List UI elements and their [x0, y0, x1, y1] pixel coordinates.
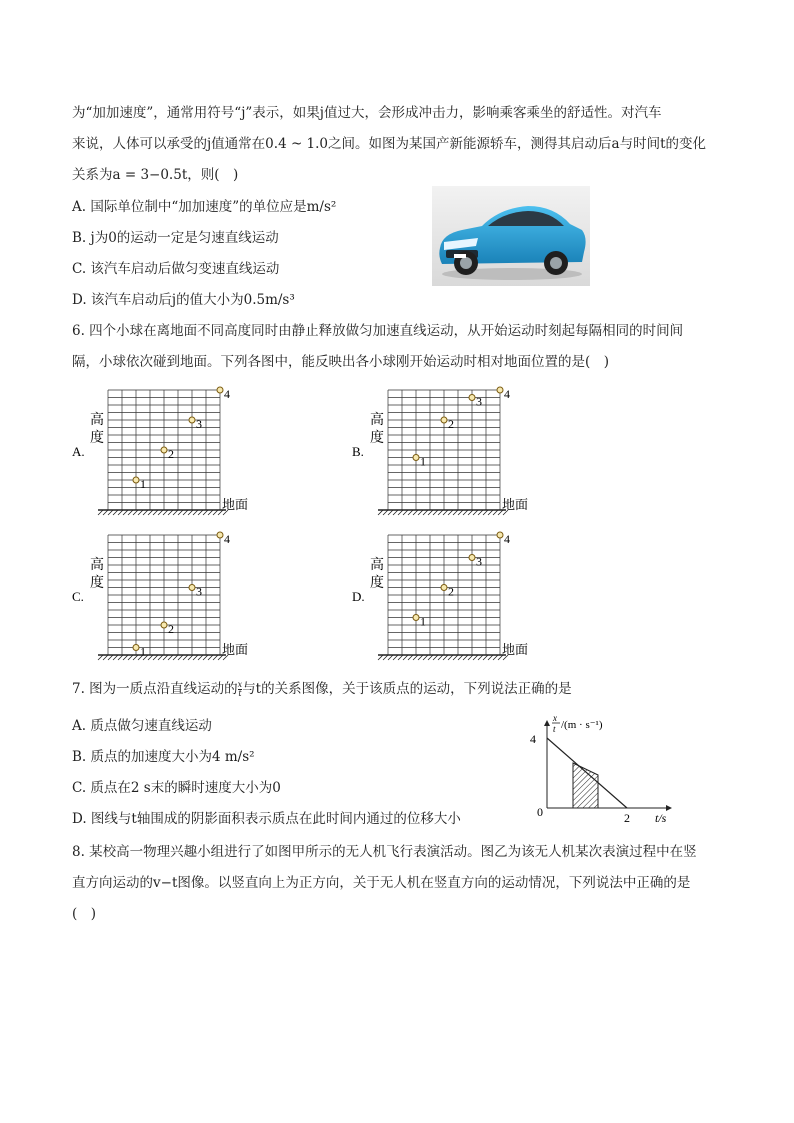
ball-4	[497, 387, 503, 393]
ground-hatch	[208, 510, 213, 515]
ball-4	[217, 532, 223, 538]
ground-hatch	[123, 510, 128, 515]
ground-hatch	[188, 655, 193, 660]
ball-label-3: 3	[476, 394, 482, 409]
ground-hatch	[493, 510, 498, 515]
ground-hatch	[428, 655, 433, 660]
q5-option-c: C. 该汽车启动后做匀变速直线运动	[72, 261, 280, 277]
ground-hatch	[488, 510, 493, 515]
ground-hatch	[153, 655, 158, 660]
ground-hatch	[198, 655, 203, 660]
ground-hatch	[183, 510, 188, 515]
ground-hatch	[478, 510, 483, 515]
q8-stem-line-1: 8. 某校高一物理兴趣小组进行了如图甲所示的无人机飞行表演活动。图乙为该无人机某次表演过程中在竖	[72, 844, 697, 860]
ground-hatch	[118, 510, 123, 515]
ground-hatch	[493, 655, 498, 660]
ball-label-1: 1	[420, 614, 426, 629]
ground-hatch	[213, 510, 218, 515]
q6-stem-line-2: 隔，小球依次碰到地面。下列各图中，能反映出各小球刚开始运动时相对地面位置的是( )	[72, 354, 610, 370]
ball-2	[161, 447, 167, 453]
ball-1	[413, 455, 419, 461]
ground-hatch	[198, 510, 203, 515]
ball-label-2: 2	[448, 417, 454, 431]
ground-hatch	[168, 510, 173, 515]
ground-hatch	[158, 510, 163, 515]
ground-hatch	[213, 655, 218, 660]
q7-x-axis-label: t/s	[655, 811, 667, 824]
q7-x-tick-2: 2	[624, 811, 630, 824]
ground-hatch	[408, 655, 413, 660]
ground-hatch	[483, 510, 488, 515]
q6-graph-a	[72, 378, 272, 522]
ball-4	[217, 387, 223, 393]
ball-label-4: 4	[504, 387, 510, 401]
q6-option-letter: A.	[72, 444, 85, 459]
ground-hatch	[383, 655, 388, 660]
ball-3	[189, 585, 195, 591]
q7-y-axis-label: /(m · s⁻¹)	[561, 719, 603, 731]
ground-hatch	[378, 510, 383, 515]
q5-option-b: B. j为0的运动一定是匀速直线运动	[72, 230, 279, 246]
ground-hatch	[193, 655, 198, 660]
q6-y-label-char-2: 度	[90, 431, 104, 446]
ground-hatch	[118, 655, 123, 660]
q5-option-a: A. 国际单位制中“加加速度”的单位应是m/s²	[72, 199, 337, 215]
ground-hatch	[468, 655, 473, 660]
q7-origin-label: 0	[537, 805, 543, 819]
ground-hatch	[418, 510, 423, 515]
ball-1	[133, 477, 139, 483]
q6-option-letter: C.	[72, 589, 84, 604]
ball-label-1: 1	[140, 477, 146, 491]
ground-hatch	[433, 510, 438, 515]
ball-label-3: 3	[476, 554, 482, 569]
q7-option-d: D. 图线与t轴围成的阴影面积表示质点在此时间内通过的位移大小	[72, 811, 461, 827]
q6-graph-c	[72, 523, 272, 667]
q7-stem	[72, 680, 572, 698]
ball-label-1: 1	[420, 454, 426, 469]
q5-stem-line-1: 为“加加速度”，通常用符号“j”表示，如果j值过大，会形成冲击力，影响乘客乘坐的舒适性。对汽车	[72, 105, 662, 121]
ground-hatch	[473, 655, 478, 660]
ground-hatch	[433, 655, 438, 660]
ground-hatch	[458, 655, 463, 660]
ground-hatch	[208, 655, 213, 660]
q6-option-letter: D.	[352, 589, 365, 604]
ground-hatch	[378, 655, 383, 660]
ball-label-4: 4	[224, 532, 230, 546]
q6-graph-d	[352, 523, 552, 667]
ground-hatch	[418, 655, 423, 660]
ground-hatch	[153, 510, 158, 515]
ball-label-3: 3	[196, 584, 202, 599]
ground-hatch	[453, 655, 458, 660]
q6-ground-label: 地面	[502, 642, 529, 657]
ground-hatch	[188, 510, 193, 515]
ball-label-3: 3	[196, 417, 202, 431]
q6-ground-label: 地面	[222, 497, 249, 512]
ground-hatch	[123, 655, 128, 660]
q5-option-d: D. 该汽车启动后j的值大小为0.5m/s³	[72, 292, 295, 308]
ground-hatch	[98, 655, 103, 660]
ground-hatch	[193, 510, 198, 515]
q7-frac-num: x	[237, 680, 243, 689]
ball-label-1: 1	[140, 644, 146, 659]
ground-hatch	[393, 510, 398, 515]
q7-stem-suffix: 与t的关系图像，关于该质点的运动，下列说法正确的是	[242, 681, 572, 697]
ball-label-4: 4	[504, 532, 510, 546]
ground-hatch	[173, 655, 178, 660]
q6-y-label-char-1: 高	[370, 413, 384, 428]
ground-hatch	[398, 510, 403, 515]
ground-hatch	[173, 510, 178, 515]
q6-y-label-char-2: 度	[90, 576, 104, 591]
ground-hatch	[453, 510, 458, 515]
ground-hatch	[133, 655, 138, 660]
q7-shaded-area	[573, 763, 598, 808]
ground-hatch	[98, 510, 103, 515]
ground-hatch	[108, 510, 113, 515]
ground-hatch	[448, 655, 453, 660]
q7-stem-prefix: 7. 图为一质点沿直线运动的	[72, 681, 238, 697]
ground-hatch	[438, 655, 443, 660]
ground-hatch	[383, 510, 388, 515]
ground-hatch	[443, 510, 448, 515]
ground-hatch	[103, 510, 108, 515]
ground-hatch	[438, 510, 443, 515]
q6-graph-b	[352, 378, 552, 522]
ground-hatch	[463, 655, 468, 660]
ground-hatch	[408, 510, 413, 515]
ball-3	[469, 395, 475, 401]
ground-hatch	[483, 655, 488, 660]
ground-hatch	[113, 510, 118, 515]
ball-4	[497, 532, 503, 538]
ball-2	[161, 622, 167, 628]
q7-x-axis-arrow	[666, 805, 672, 811]
ground-hatch	[423, 510, 428, 515]
ground-hatch	[133, 510, 138, 515]
q8-stem-line-2: 直方向运动的v−t图像。以竖直向上为正方向，关于无人机在竖直方向的运动情况，下列说法中正确的是	[72, 875, 691, 891]
ground-hatch	[473, 510, 478, 515]
ground-hatch	[148, 655, 153, 660]
ground-hatch	[113, 655, 118, 660]
ground-hatch	[108, 655, 113, 660]
ground-hatch	[423, 655, 428, 660]
ground-hatch	[143, 510, 148, 515]
ground-hatch	[388, 510, 393, 515]
q6-option-letter: B.	[352, 444, 364, 459]
ground-hatch	[488, 655, 493, 660]
q7-option-a: A. 质点做匀速直线运动	[72, 718, 212, 734]
ball-3	[469, 555, 475, 561]
ground-hatch	[398, 655, 403, 660]
ground-hatch	[128, 655, 133, 660]
ground-hatch	[158, 655, 163, 660]
q7-option-c: C. 质点在2 s末的瞬时速度大小为0	[72, 780, 281, 796]
q6-y-label-char-2: 度	[370, 431, 384, 446]
ground-hatch	[203, 510, 208, 515]
ground-hatch	[163, 655, 168, 660]
ball-1	[413, 615, 419, 621]
ground-hatch	[138, 510, 143, 515]
ball-3	[189, 417, 195, 423]
ball-label-2: 2	[448, 584, 454, 599]
q6-y-label-char-1: 高	[370, 558, 384, 573]
ground-hatch	[178, 655, 183, 660]
ball-label-4: 4	[224, 387, 230, 401]
q7-y-label-den: t	[553, 724, 556, 734]
q7-y-axis-arrow	[544, 720, 550, 726]
ground-hatch	[458, 510, 463, 515]
ground-hatch	[403, 510, 408, 515]
ball-label-2: 2	[168, 447, 174, 461]
q7-y-label-num: x	[553, 713, 557, 723]
q5-stem-line-2: 来说，人体可以承受的j值通常在0.4 ~ 1.0之间。如图为某国产新能源轿车，测得其启动后a与时间t的变化	[72, 136, 706, 152]
q6-y-label-char-2: 度	[370, 576, 384, 591]
ground-hatch	[183, 655, 188, 660]
ground-hatch	[413, 655, 418, 660]
ground-hatch	[203, 655, 208, 660]
ground-hatch	[448, 510, 453, 515]
ground-hatch	[413, 510, 418, 515]
q5-stem-line-3: 关系为a = 3−0.5t，则( )	[72, 167, 239, 183]
ball-label-2: 2	[168, 622, 174, 636]
ground-hatch	[443, 655, 448, 660]
q7-option-b: B. 质点的加速度大小为4 m/s²	[72, 749, 255, 765]
ball-1	[133, 645, 139, 651]
q6-ground-label: 地面	[502, 497, 529, 512]
ground-hatch	[403, 655, 408, 660]
q6-stem-line-1: 6. 四个小球在离地面不同高度同时由静止释放做匀加速直线运动，从开始运动时刻起每隔相同的时间间	[72, 323, 684, 339]
ground-hatch	[103, 655, 108, 660]
q6-y-label-char-1: 高	[90, 413, 104, 428]
q6-y-label-char-1: 高	[90, 558, 104, 573]
q7-xt-t-graph	[520, 712, 680, 824]
blue-sedan-car-photo	[432, 186, 590, 286]
ground-hatch	[393, 655, 398, 660]
ground-hatch	[463, 510, 468, 515]
q6-ground-label: 地面	[222, 642, 249, 657]
ground-hatch	[178, 510, 183, 515]
ball-2	[441, 417, 447, 423]
ground-hatch	[168, 655, 173, 660]
ground-hatch	[148, 510, 153, 515]
ground-hatch	[468, 510, 473, 515]
q7-frac-den: t	[238, 689, 242, 698]
q8-stem-line-3: ( )	[72, 906, 97, 922]
q7-y-tick-4: 4	[530, 732, 536, 746]
ground-hatch	[128, 510, 133, 515]
ground-hatch	[478, 655, 483, 660]
ground-hatch	[388, 655, 393, 660]
ball-2	[441, 585, 447, 591]
ground-hatch	[428, 510, 433, 515]
ground-hatch	[163, 510, 168, 515]
